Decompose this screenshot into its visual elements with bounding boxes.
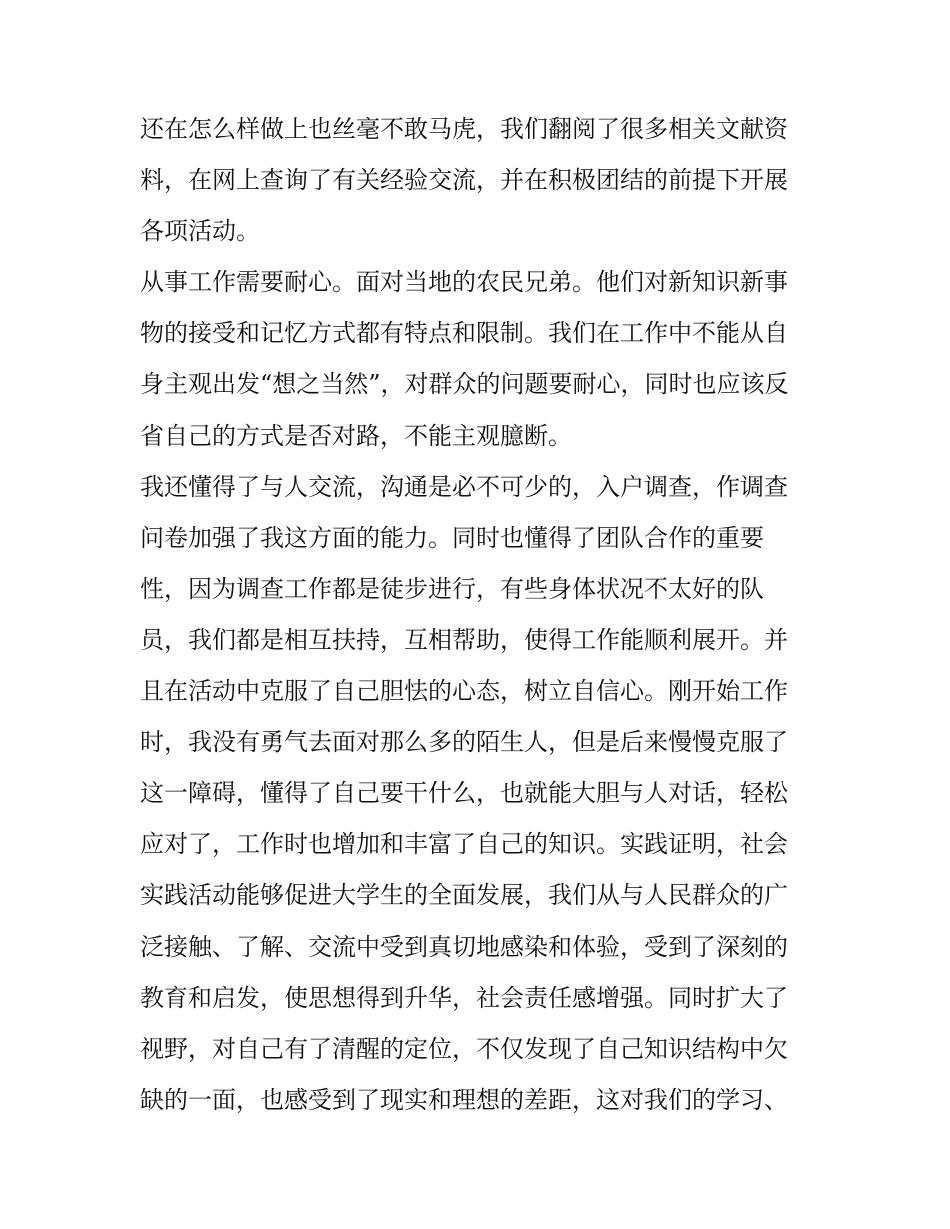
text-line: 物的接受和记忆方式都有特点和限制。我们在工作中不能从自 [140,319,788,348]
text-line: 应对了，工作时也增加和丰富了自己的知识。实践证明，社会 [140,830,788,859]
text-line: 还在怎么样做上也丝毫不敢马虎，我们翻阅了很多相关文献资 [140,115,788,143]
text-line: 料，在网上查询了有关经验交流，并在积极团结的前提下开展 [140,166,788,195]
body-text [140,104,820,1126]
text-line: 各项活动。 [140,217,260,246]
text-line: 实践活动能够促进大学生的全面发展，我们从与人民群众的广 [140,881,788,910]
text-line: 教育和启发，使思想得到升华，社会责任感增强。同时扩大了 [140,983,788,1012]
text-line: 时，我没有勇气去面对那么多的陌生人，但是后来慢慢克服了 [140,728,788,757]
text-line: 性，因为调查工作都是徒步进行，有些身体状况不太好的队 [140,574,764,603]
text-line: 省自己的方式是否对路，不能主观臆断。 [140,421,572,450]
text-line: 缺的一面，也感受到了现实和理想的差距，这对我们的学习、 [140,1085,788,1114]
text-line: 且在活动中克服了自己胆怯的心态，树立自信心。刚开始工作 [140,677,788,706]
text-line: 身主观出发“想之当然”，对群众的问题要耐心，同时也应该反 [140,370,789,399]
text-line: 我还懂得了与人交流，沟通是必不可少的，入户调查，作调查 [140,472,788,501]
text-line: 泛接触、了解、交流中受到真切地感染和体验，受到了深刻的 [140,932,788,961]
text-line: 问卷加强了我这方面的能力。同时也懂得了团队合作的重要 [140,523,764,552]
text-line: 这一障碍，懂得了自己要干什么，也就能大胆与人对话，轻松 [140,779,788,808]
text-line: 视野，对自己有了清醒的定位，不仅发现了自己知识结构中欠 [140,1034,788,1063]
text-line: 员，我们都是相互扶持，互相帮助，使得工作能顺利展开。并 [140,625,788,654]
text-line: 从事工作需要耐心。面对当地的农民兄弟。他们对新知识新事 [140,268,788,297]
